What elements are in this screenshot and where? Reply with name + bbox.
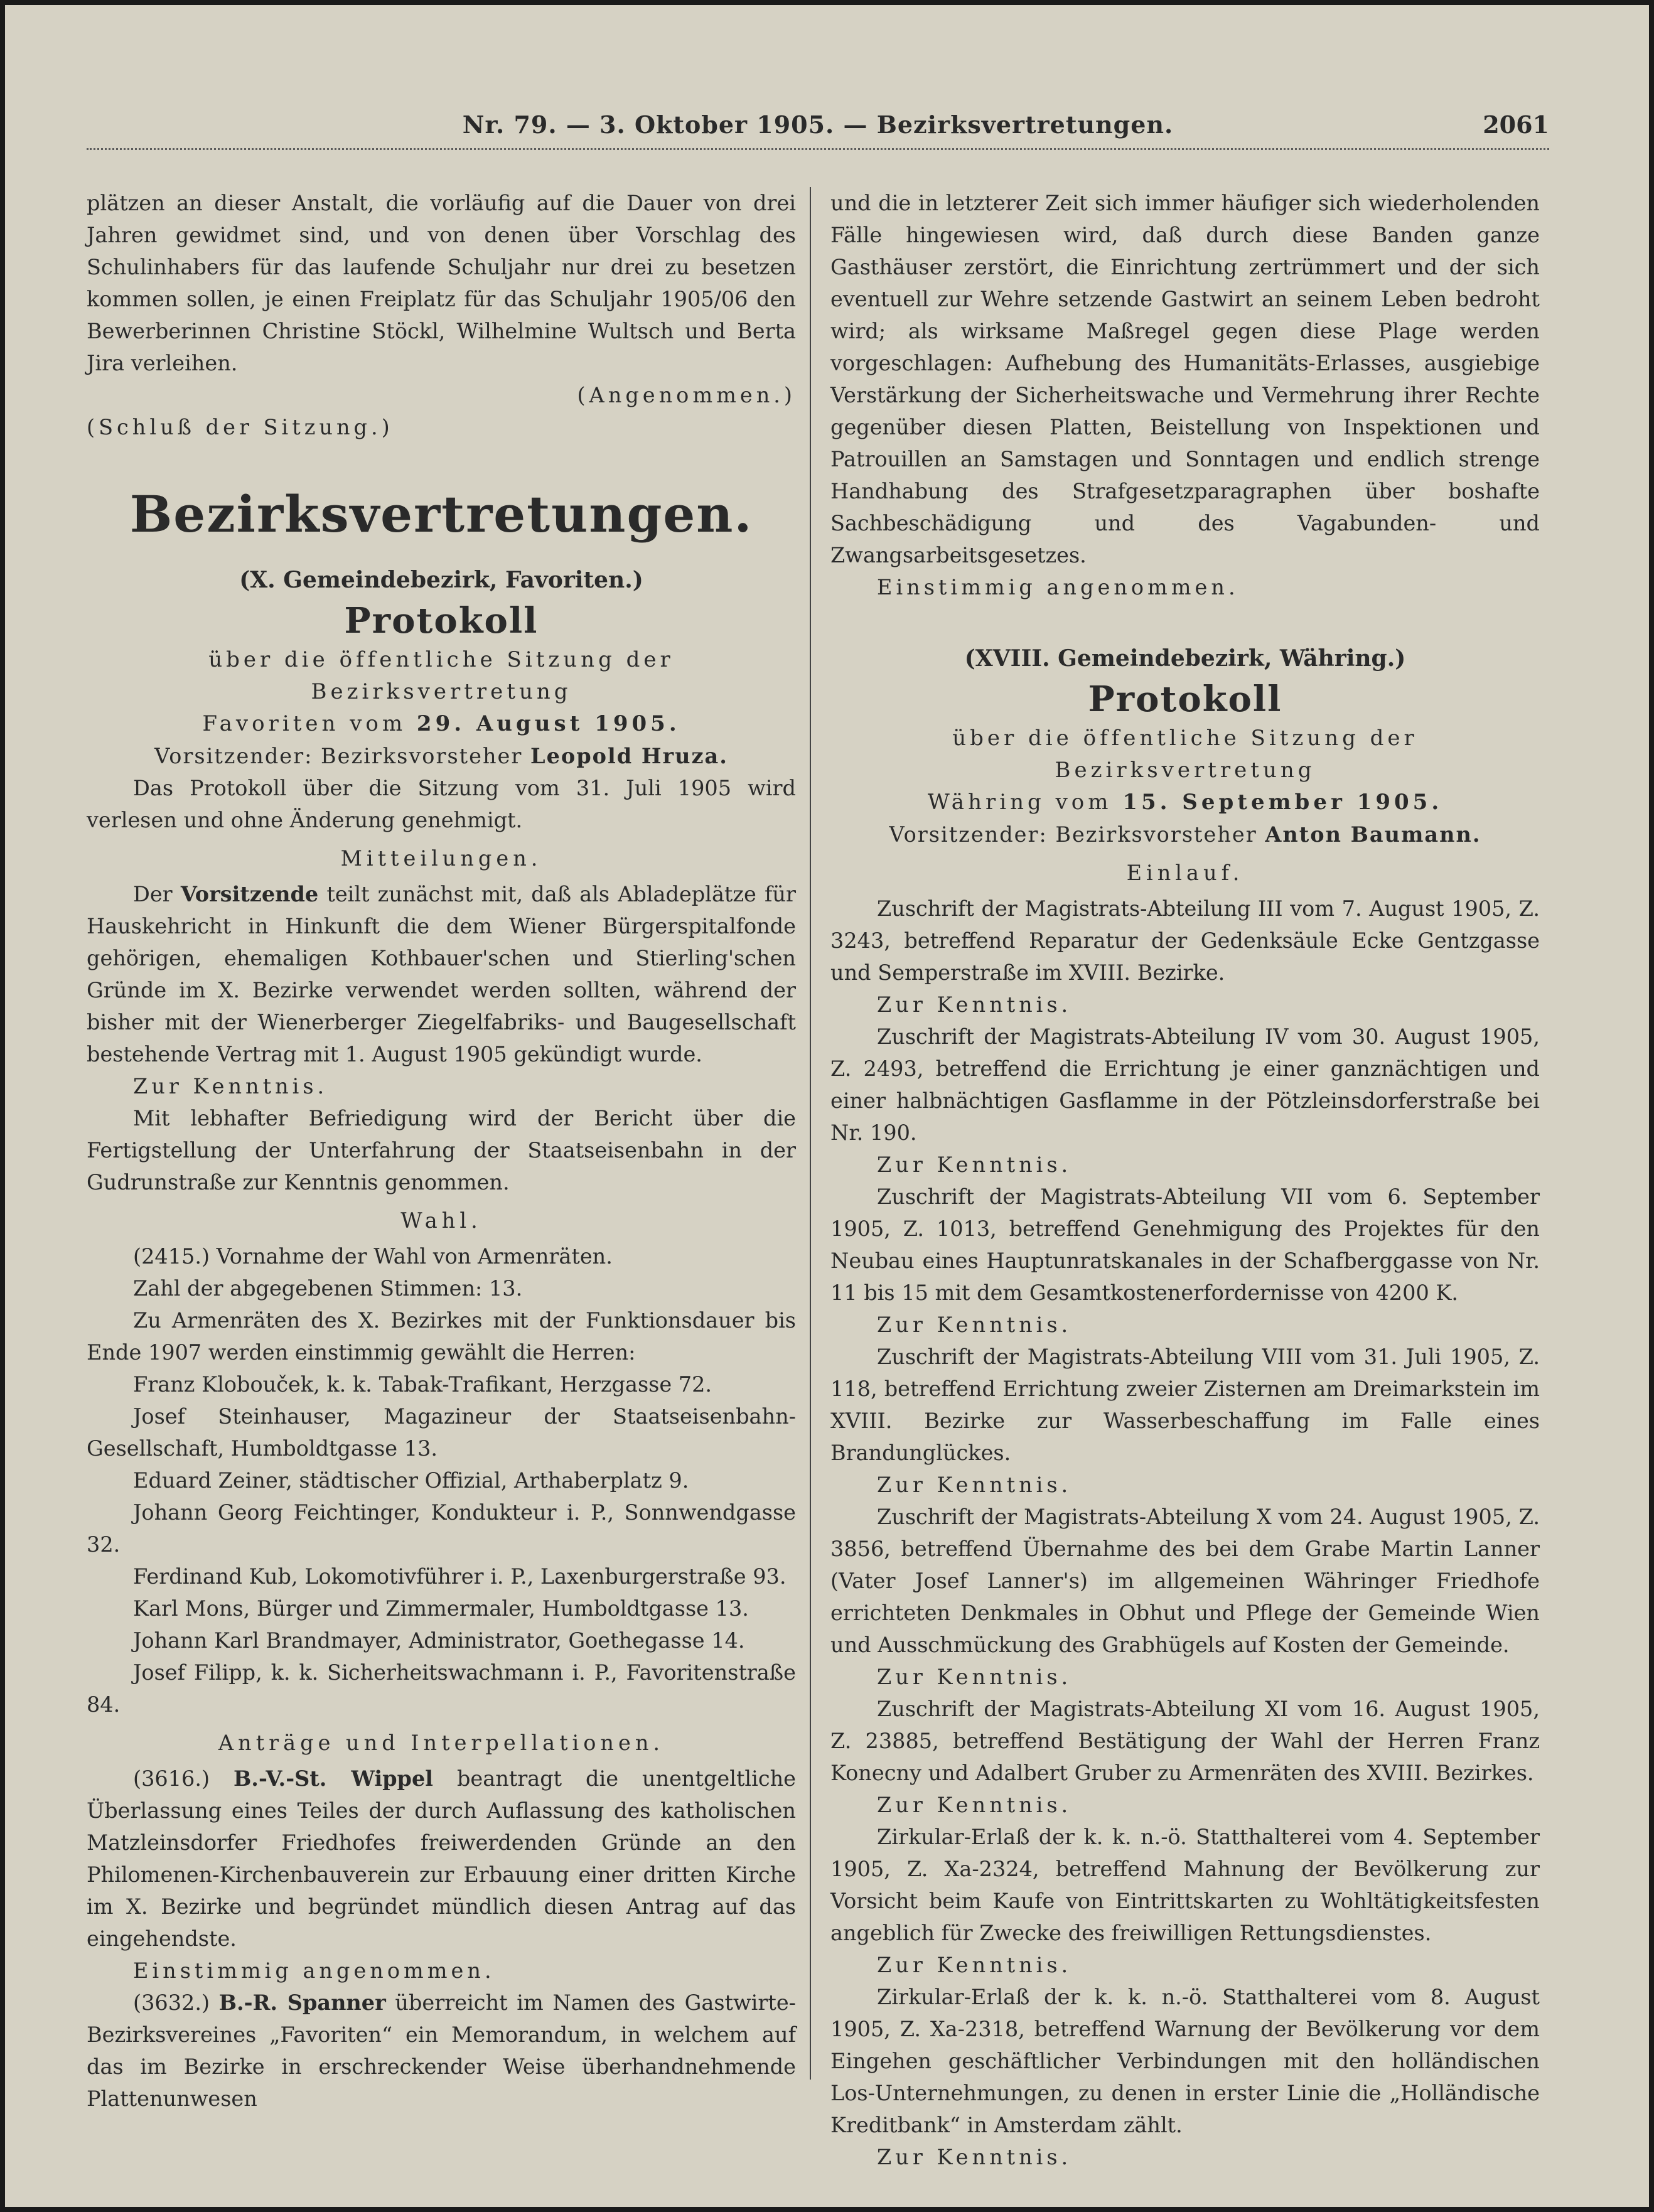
fertigstellung-paragraph: Mit lebhafter Befriedigung wird der Bericht über die Fertigstellung der Unterfahrung der Staatseisenbahn in der Gudrunstraße zur Kenntnis genommen.	[87, 1106, 796, 1195]
protocol-approved: Das Protokoll über die Sitzung vom 31. Juli 1905 wird verlesen und ohne Änderung genehmigt.	[87, 776, 796, 832]
wahl-heading: Wahl.	[400, 1208, 482, 1233]
district-heading-x: (X. Gemeindebezirk, Favoriten.)	[239, 567, 643, 593]
antrag-speaker: B.-R. Spanner	[218, 1990, 386, 2015]
chair-line	[87, 740, 796, 772]
mitteilungen-heading: Mitteilungen.	[340, 846, 542, 871]
herr-entry: Karl Mons, Bürger und Zimmermaler, Humboldtgasse 13.	[133, 1596, 749, 1621]
herr-entry: Johann Karl Brandmayer, Administrator, Goethegasse 14.	[133, 1628, 745, 1653]
armenraete-paragraph: Zu Armenräten des X. Bezirkes mit der Funktionsdauer bis Ende 1907 werden einstimmig gewählt die Herren:	[87, 1308, 796, 1365]
einlauf-item: Zirkular-Erlaß der k. k. n.-ö. Statthalterei vom 8. August 1905, Z. Xa-2318, betreffend Warnung der Bevölkerung vor dem Eingehen geschäftlicher Verbindungen mit den holländischen Los-Unternehmungen, zu denen in erster Linie die „Holländische Kreditbank“ in Amsterdam zählt.	[830, 1985, 1540, 2137]
herr-entry: Eduard Zeiner, städtischer Offizial, Arthaberplatz 9.	[133, 1468, 689, 1493]
chair-name: Anton Baumann.	[1265, 822, 1481, 847]
zur-kenntnis-note: Zur Kenntnis.	[877, 1313, 1072, 1337]
herr-entry: Josef Steinhauser, Magazineur der Staatseisenbahn-Gesellschaft, Humboldtgasse 13.	[87, 1404, 796, 1461]
antraege-heading: Anträge und Interpellationen.	[218, 1731, 665, 1755]
einlauf-item: Zuschrift der Magistrats-Abteilung X vom 24. August 1905, Z. 3856, betreffend Übernahme des bei dem Grabe Martin Lanner (Vater Josef Lanner's) im allgemeinen Währinger Friedhofe errichteten Denkmales in Obhut und Pflege der Gemeinde Wien und Ausschmückung des Grabhügels auf Kosten der Gemeinde.	[830, 1505, 1540, 1657]
zur-kenntnis-note: Zur Kenntnis.	[877, 1793, 1072, 1817]
district-heading-xviii: (XVIII. Gemeindebezirk, Währing.)	[964, 645, 1406, 672]
main-heading: Bezirksvertretungen.	[129, 485, 753, 544]
chair-label: Vorsitzender: Bezirksvorsteher	[154, 744, 531, 768]
antrag-number: (3632.)	[133, 1990, 219, 2015]
einlauf-item: Zuschrift der Magistrats-Abteilung IV vom 30. August 1905, Z. 2493, betreffend die Errichtung je einer ganznächtigen und einer halbnächtigen Gasflamme in der Pötzleinsdorferstraße bei Nr. 190.	[830, 1024, 1540, 1145]
header-title: Nr. 79. — 3. Oktober 1905. — Bezirksvertretungen.	[462, 110, 1174, 139]
protokoll-heading-x: Protokoll	[344, 600, 539, 642]
antrag-text: überreicht im Namen des Gastwirte-Bezirksvereines „Favoriten“ ein Memorandum, in welchem auf das im Bezirke in erschreckender Weise überhandnehmende Plattenunwesen	[87, 1990, 796, 2111]
einstimmig-note: Einstimmig angenommen.	[133, 1958, 495, 1983]
continued-paragraph: und die in letzterer Zeit sich immer häufiger sich wiederholenden Fälle hingewiesen wird, daß durch diese Banden ganze Gasthäuser zerstört, die Einrichtung zertrümmert und der sich eventuell zur Wehre setzende Gastwirt an seinem Leben bedroht wird; als wirksame Maßregel gegen diese Plage werden vorgeschlagen: Aufhebung des Humanitäts-Erlasses, ausgiebige Verstärkung der Sicherheitswache und Vermehrung ihrer Rechte gegenüber diesen Platten, Beistellung von Inspektionen und Patrouillen an Samstagen und Sonntagen und endlich strenge Handhabung des Strafgesetzparagraphen über boshafte Sachbeschädigung und des Vagabunden- und Zwangsarbeitsgesetzes.	[830, 191, 1540, 567]
left-column	[87, 187, 796, 2111]
einlauf-heading: Einlauf.	[1126, 861, 1244, 885]
protokoll-date: 15. September 1905.	[1122, 790, 1443, 815]
protokoll-date-line	[87, 708, 796, 740]
protokoll-subtitle: über die öffentliche Sitzung der Bezirksvertretung	[208, 647, 674, 704]
einlauf-item: Zuschrift der Magistrats-Abteilung III vom 7. August 1905, Z. 3243, betreffend Reparatur der Gedenksäule Ecke Gentzgasse und Semperstraße im XVIII. Bezirke.	[830, 896, 1540, 985]
zur-kenntnis-note: Zur Kenntnis.	[877, 1665, 1072, 1689]
schluss-note: (Schluß der Sitzung.)	[87, 415, 394, 439]
einstimmig-note: Einstimmig angenommen.	[877, 575, 1239, 599]
mitt-lead: Der	[133, 882, 181, 906]
herr-entry: Ferdinand Kub, Lokomotivführer i. P., Laxenburgerstraße 93.	[133, 1564, 787, 1589]
right-column	[830, 187, 1540, 2169]
chair-line	[830, 819, 1540, 851]
protokoll-subtitle: über die öffentliche Sitzung der Bezirksvertretung	[952, 726, 1418, 783]
zur-kenntnis-note: Zur Kenntnis.	[877, 992, 1072, 1017]
chair-name: Leopold Hruza.	[530, 744, 728, 768]
wahl-item: (2415.) Vornahme der Wahl von Armenräten.	[133, 1244, 613, 1269]
column-divider	[810, 187, 811, 2080]
protokoll-date: 29. August 1905.	[416, 711, 680, 736]
page-number: 2061	[1483, 110, 1549, 139]
zur-kenntnis-note: Zur Kenntnis.	[133, 1074, 328, 1098]
angenommen-note: (Angenommen.)	[577, 383, 796, 407]
zur-kenntnis-note: Zur Kenntnis.	[877, 1152, 1072, 1177]
page-header	[87, 99, 1549, 156]
antrag-speaker: B.-V.-St. Wippel	[233, 1766, 434, 1791]
document-page	[5, 5, 1649, 2207]
mitt-speaker: Vorsitzende	[180, 882, 319, 906]
zur-kenntnis-note: Zur Kenntnis.	[877, 2145, 1072, 2169]
chair-label: Vorsitzender: Bezirksvorsteher	[889, 822, 1265, 847]
protokoll-place: Favoriten vom	[202, 711, 417, 736]
antrag-3616	[87, 1763, 796, 1955]
protokoll-date-line	[830, 787, 1540, 819]
zur-kenntnis-note: Zur Kenntnis.	[877, 1473, 1072, 1497]
herr-entry: Franz Klobouček, k. k. Tabak-Trafikant, Herzgasse 72.	[133, 1372, 712, 1397]
herr-entry: Josef Filipp, k. k. Sicherheitswachmann i. P., Favoritenstraße 84.	[87, 1660, 796, 1717]
zur-kenntnis-note: Zur Kenntnis.	[877, 1953, 1072, 1977]
antrag-number: (3616.)	[133, 1766, 234, 1791]
herr-entry: Johann Georg Feichtinger, Kondukteur i. P., Sonnwendgasse 32.	[87, 1500, 796, 1557]
header-rule	[87, 148, 1549, 150]
antrag-text: beantragt die unentgeltliche Überlassung eines Teiles der durch Auflassung des katholischen Matzleinsdorfer Friedhofes freiwerdenden Gründe an den Philomenen-Kirchenbauverein zur Erbauung einer dritten Kirche im X. Bezirke und begründet mündlich diesen Antrag auf das eingehendste.	[87, 1766, 796, 1951]
stimmen-count: Zahl der abgegebenen Stimmen: 13.	[133, 1276, 523, 1301]
mitt-text: teilt zunächst mit, daß als Abladeplätze für Hauskehricht in Hinkunft die dem Wiener Bürgerspitalfonde gehörigen, ehemaligen Kothbauer'schen und Stierling'schen Gründe im X. Bezirke verwendet werden sollten, während der bisher mit der Wienerberger Ziegelfabriks- und Baugesellschaft bestehende Vertrag mit 1. August 1905 gekündigt wurde.	[87, 882, 796, 1066]
antrag-3632	[87, 1987, 796, 2115]
mitteilung-paragraph	[87, 878, 796, 1070]
protokoll-heading-xviii: Protokoll	[1088, 679, 1282, 720]
einlauf-item: Zuschrift der Magistrats-Abteilung VIII vom 31. Juli 1905, Z. 118, betreffend Errichtung zweier Zisternen am Dreimarkstein im XVIII. Bezirke zur Wasserbeschaffung im Falle eines Brandunglückes.	[830, 1345, 1540, 1465]
einlauf-item: Zuschrift der Magistrats-Abteilung VII vom 6. September 1905, Z. 1013, betreffend Genehmigung des Projektes für den Neubau eines Hauptunratskanales in der Schafberggasse von Nr. 11 bis 15 mit dem Gesamtkostenerfordernisse von 4200 K.	[830, 1184, 1540, 1305]
einlauf-item: Zuschrift der Magistrats-Abteilung XI vom 16. August 1905, Z. 23885, betreffend Bestätigung der Wahl der Herren Franz Konecny und Adalbert Gruber zu Armenräten des XVIII. Bezirkes.	[830, 1697, 1540, 1785]
intro-paragraph: plätzen an dieser Anstalt, die vorläufig auf die Dauer von drei Jahren gewidmet sind, und von denen über Vorschlag des Schulinhabers für das laufende Schuljahr nur drei zu besetzen kommen sollen, je einen Freiplatz für das Schuljahr 1905/06 den Bewerberinnen Christine Stöckl, Wilhelmine Wultsch und Berta Jira verleihen.	[87, 191, 796, 375]
einlauf-item: Zirkular-Erlaß der k. k. n.-ö. Statthalterei vom 4. September 1905, Z. Xa-2324, betreffend Mahnung der Bevölkerung zur Vorsicht beim Kaufe von Eintrittskarten zu Wohltätigkeitsfesten angeblich für Zwecke des freiwilligen Rettungsdienstes.	[830, 1825, 1540, 1945]
protokoll-place: Währing vom	[927, 790, 1123, 815]
